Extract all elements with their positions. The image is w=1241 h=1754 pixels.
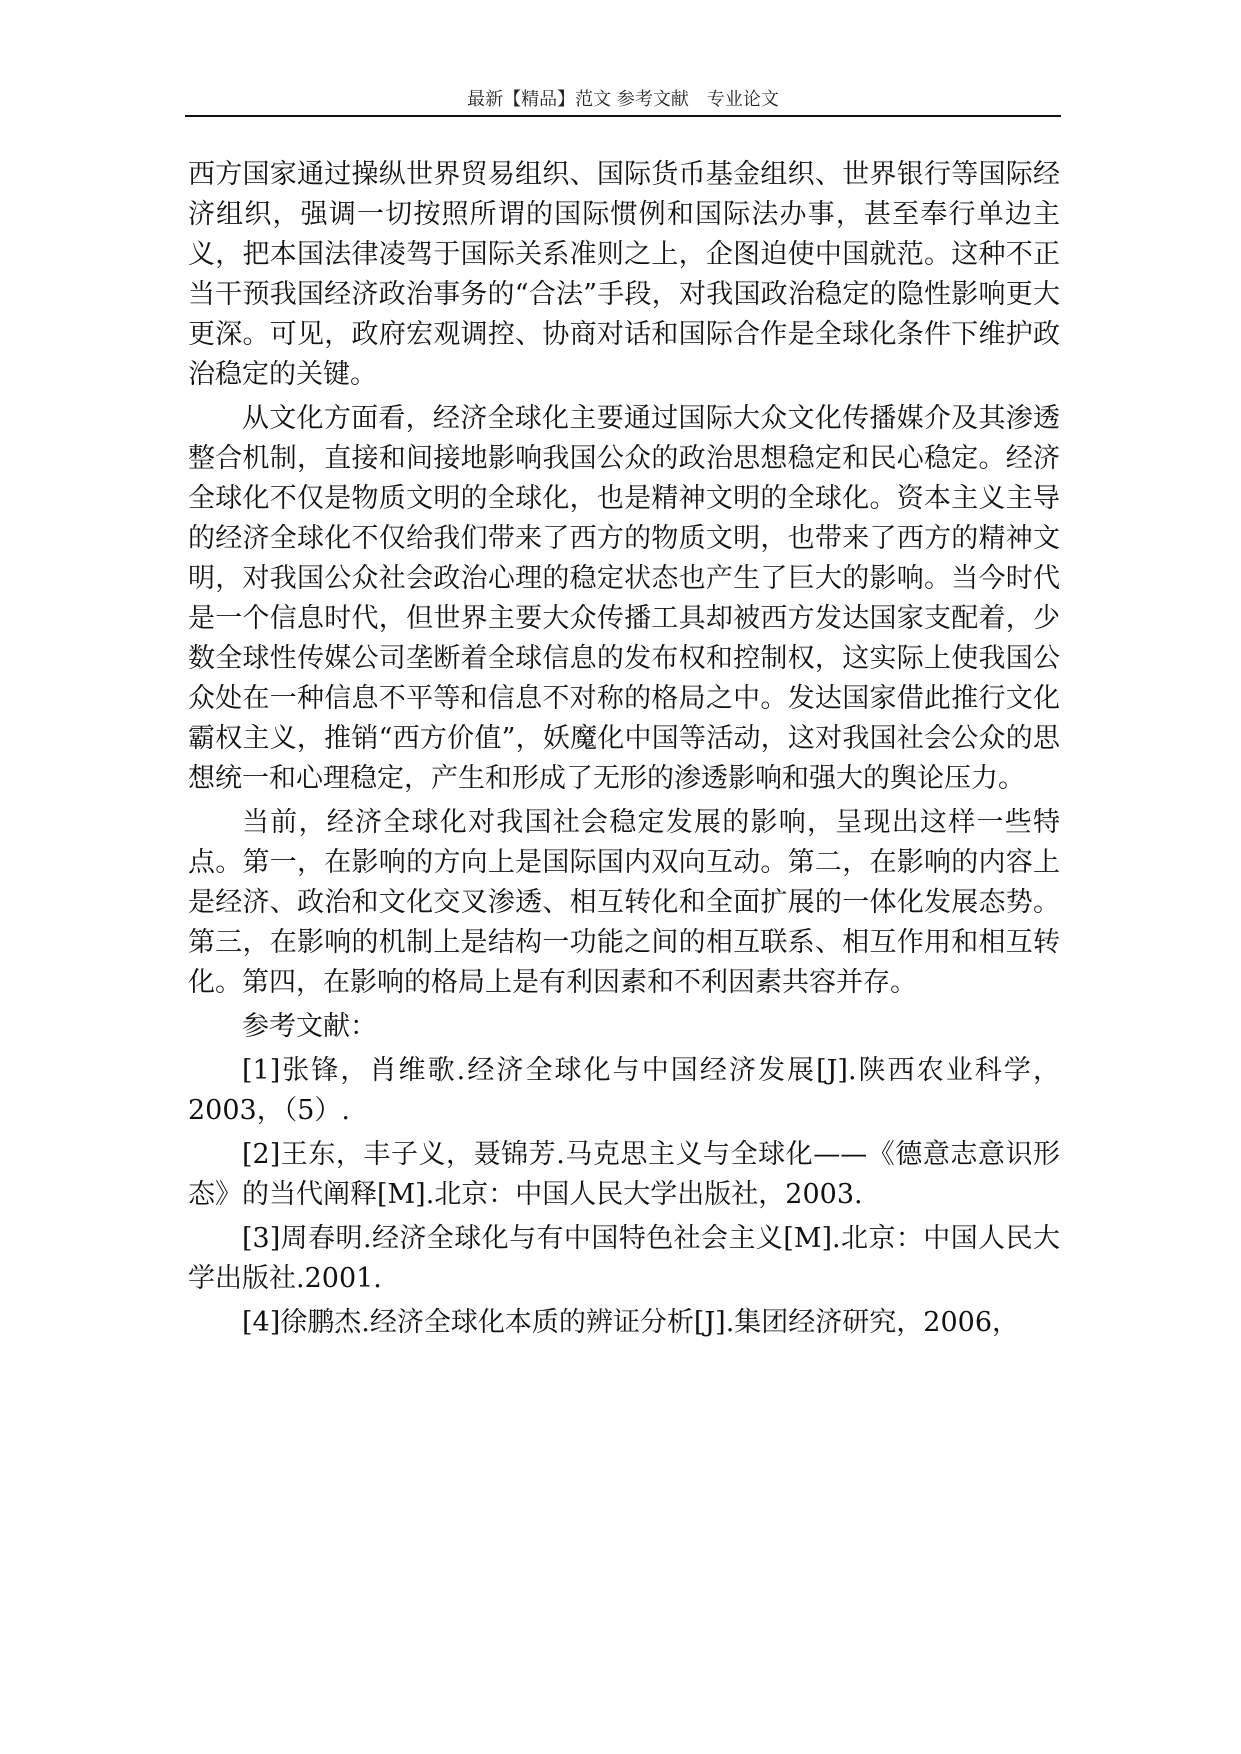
reference-item-4: [4]徐鹏杰.经济全球化本质的辨证分析[J].集团经济研究，2006， xyxy=(242,1307,1020,1338)
body-paragraph-features: 当前，经济全球化对我国社会稳定发展的影响，呈现出这样一些特点。第一，在影响的方向上是国际国内双向互动。第二，在影响的内容上是经济、政治和文化交叉渗透、相互转化和全面扩展的一体化发展态势。第三，在影响的机制上是结构一功能之间的相互联系、相互作用和相互转化。第四，在影响的格局上是有利因素和不利因素共容并存。 xyxy=(188,807,1060,998)
references-heading: 参考文献： xyxy=(242,1011,377,1042)
page-header: 最新【精品】范文 参考文献 专业论文 xyxy=(467,89,779,110)
body-paragraph-culture: 从文化方面看，经济全球化主要通过国际大众文化传播媒介及其渗透整合机制，直接和间接地影响我国公众的政治思想稳定和民心稳定。经济全球化不仅是物质文明的全球化，也是精神文明的全球化。资本主义主导的经济全球化不仅给我们带来了西方的物质文明，也带来了西方的精神文明，对我国公众社会政治心理的稳定状态也产生了巨大的影响。当今时代是一个信息时代，但世界主要大众传播工具却被西方发达国家支配着，少数全球性传媒公司垄断着全球信息的发布权和控制权，这实际上使我国公众处在一种信息不平等和信息不对称的格局之中。发达国家借此推行文化霸权主义，推销“西方价值”，妖魔化中国等活动，这对我国社会公众的思想统一和心理稳定，产生和形成了无形的渗透影响和强大的舆论压力。 xyxy=(188,403,1060,794)
reference-item-3: [3]周春明.经济全球化与有中国特色社会主义[M].北京：中国人民大学出版社.2001. xyxy=(188,1223,1060,1294)
body-paragraph-continued: 西方国家通过操纵世界贸易组织、国际货币基金组织、世界银行等国际经济组织，强调一切按照所谓的国际惯例和国际法办事，甚至奉行单边主义，把本国法律凌驾于国际关系准则之上，企图迫使中国就范。这种不正当干预我国经济政治事务的“合法”手段，对我国政治稳定的隐性影响更大更深。可见，政府宏观调控、协商对话和国际合作是全球化条件下维护政治稳定的关键。 xyxy=(188,159,1060,390)
header-divider xyxy=(185,115,1061,117)
reference-item-2: [2]王东，丰子义，聂锦芳.马克思主义与全球化——《德意志意识形态》的当代阐释[M].北京：中国人民大学出版社，2003. xyxy=(188,1139,1060,1210)
document-body xyxy=(188,155,1060,1347)
reference-item-1: [1]张锋，肖维歌.经济全球化与中国经济发展[J].陕西农业科学，2003，（5）. xyxy=(188,1055,1060,1126)
